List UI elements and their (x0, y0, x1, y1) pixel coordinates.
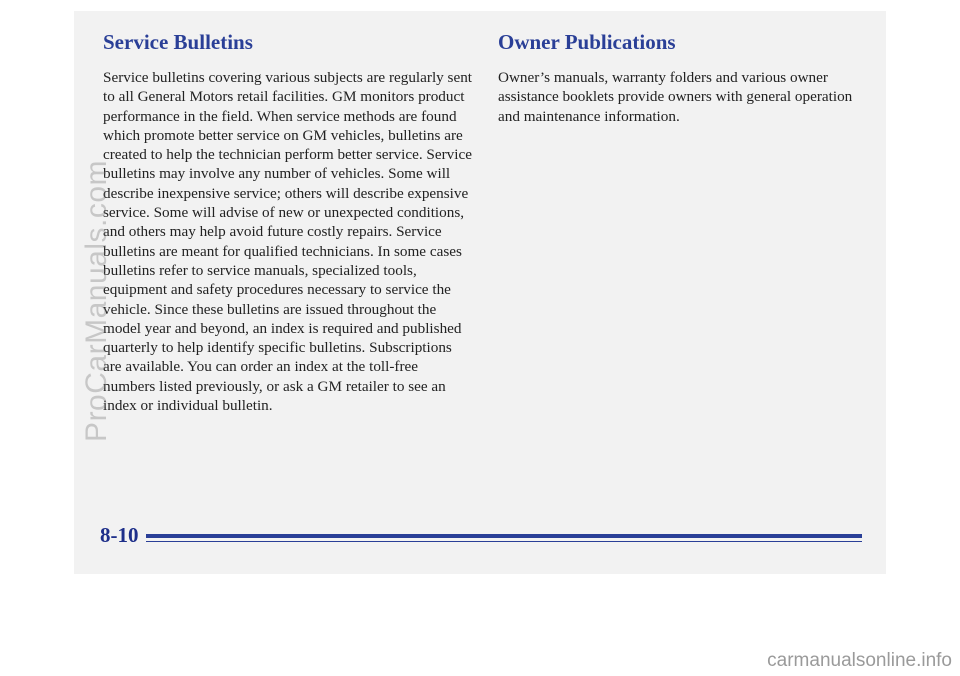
owner-publications-section (498, 30, 870, 126)
owner-publications-heading: Owner Publications (498, 30, 676, 54)
footer-rule-thin (146, 541, 862, 542)
service-bulletins-body: Service bulletins covering various subjects are regularly sent to all General Motors retail facilities. GM monitors product performance in the field. When service methods are found which promote better service on GM vehicles, bulletins are created to help the technician perform better service. Service bulletins may involve any number of vehicles. Some will describe inexpensive service; others will describe expensive service. Some will advise of new or unexpected conditions, and others may help avoid future costly repairs. Service bulletins are meant for qualified technicians. In some cases bulletins refer to service manuals, specialized tools, equipment and safety procedures necessary to service the vehicle. Since these bulletins are issued throughout the model year and beyond, an index is required and published quarterly to help identify specific bulletins. Subscriptions are available. You can order an index at the toll-free numbers listed previously, or ask a GM retailer to see an index or individual bulletin. (103, 69, 473, 415)
service-bulletins-section (103, 30, 473, 415)
owner-publications-body: Owner’s manuals, warranty folders and various owner assistance booklets provide owners with general operation and maintenance information. (498, 69, 853, 125)
page-number: 8-10 (100, 523, 139, 547)
footer-rule-thick (146, 534, 862, 538)
side-watermark: ProCarManuals.com (80, 160, 113, 442)
service-bulletins-heading: Service Bulletins (103, 30, 253, 54)
footer-watermark: carmanualsonline.info (767, 650, 952, 671)
